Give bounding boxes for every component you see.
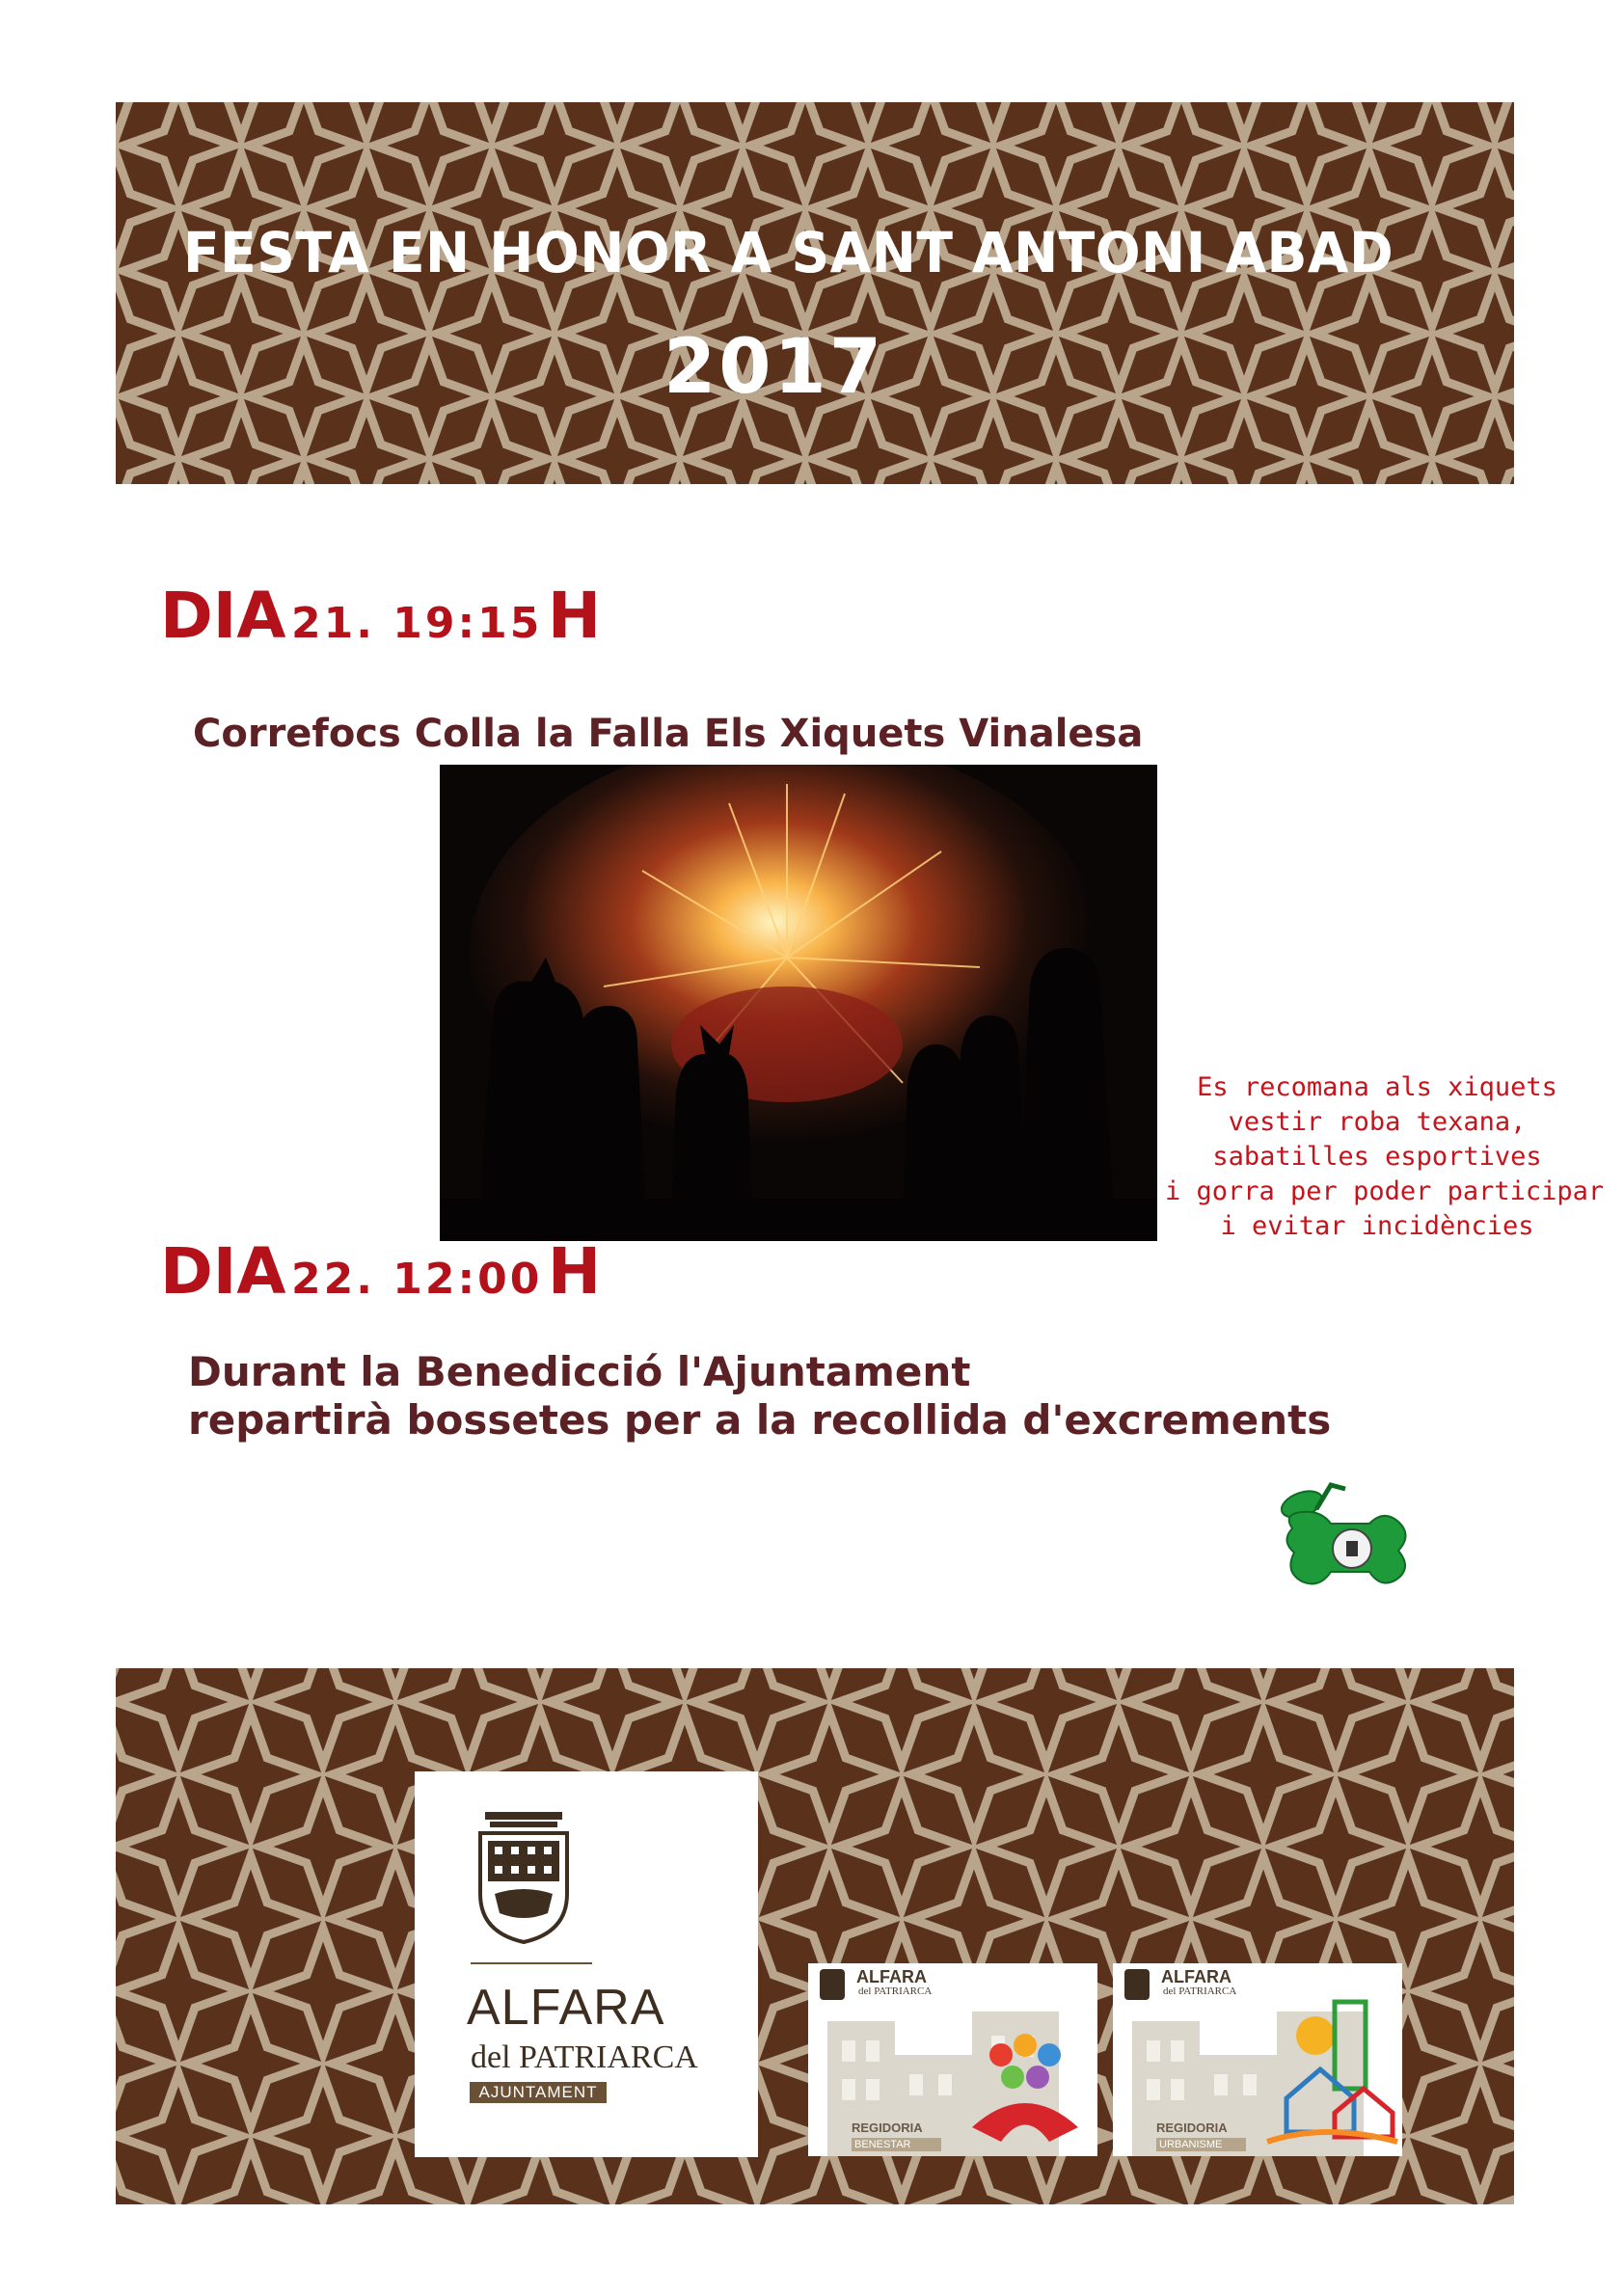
recommendation-note <box>1165 1070 1605 1244</box>
geometric-pattern <box>116 102 1514 484</box>
logo-name: ALFARA <box>467 1980 665 2036</box>
ajuntament-logo <box>415 1771 758 2157</box>
event-1-day-unit: H <box>547 579 602 653</box>
dog-bag-dispenser-icon <box>1263 1475 1418 1620</box>
regidoria-title: ALFARA <box>1161 1967 1232 1986</box>
note-line: i gorra per poder participar <box>1165 1176 1605 1206</box>
event-2-date <box>160 1234 601 1309</box>
regidoria-subtitle: del PATRIARCA <box>858 1985 933 1997</box>
regidoria-subtitle: del PATRIARCA <box>1163 1985 1237 1997</box>
event-2-day-unit: H <box>547 1234 602 1309</box>
poster-title: FESTA EN HONOR A SANT ANTONI ABAD <box>183 220 1394 285</box>
note-line: vestir roba texana, <box>1228 1107 1527 1137</box>
logo-subtitle: del PATRIARCA <box>471 2039 698 2075</box>
regidoria-label: REGIDORIA <box>1156 2120 1228 2135</box>
event-2-description-line-2: repartirà bossetes per a la recollida d'excrements <box>188 1396 1332 1444</box>
event-1-day-word: DIA <box>160 579 286 653</box>
poster-year: 2017 <box>663 324 885 411</box>
note-line: Es recomana als xiquets <box>1197 1072 1557 1102</box>
regidoria-area: URBANISME <box>1156 2138 1246 2151</box>
note-line: sabatilles esportives <box>1212 1142 1542 1172</box>
regidoria-benestar-logo <box>808 1963 1097 2156</box>
event-2-description-line-1: Durant la Benedicció l'Ajuntament <box>188 1348 971 1395</box>
event-2-day-time: 22. 12:00 <box>291 1255 543 1304</box>
event-1-day-time: 21. 19:15 <box>291 599 543 648</box>
regidoria-title: ALFARA <box>856 1967 927 1986</box>
fireworks-image <box>440 765 1157 1241</box>
regidoria-label: REGIDORIA <box>852 2120 923 2135</box>
regidoria-area: BENESTAR <box>852 2138 941 2151</box>
logo-tag: AJUNTAMENT <box>470 2082 607 2103</box>
event-1-description: Correfocs Colla la Falla Els Xiquets Vinalesa <box>193 712 1144 756</box>
header-banner <box>116 102 1514 484</box>
note-line: i evitar incidències <box>1220 1211 1534 1241</box>
coat-of-arms-icon <box>471 1812 577 1947</box>
event-1-date <box>160 579 601 653</box>
regidoria-urbanisme-logo <box>1113 1963 1402 2156</box>
correfoc-photo <box>440 765 1157 1241</box>
event-2-day-word: DIA <box>160 1234 286 1309</box>
logo-divider <box>471 1962 592 1964</box>
